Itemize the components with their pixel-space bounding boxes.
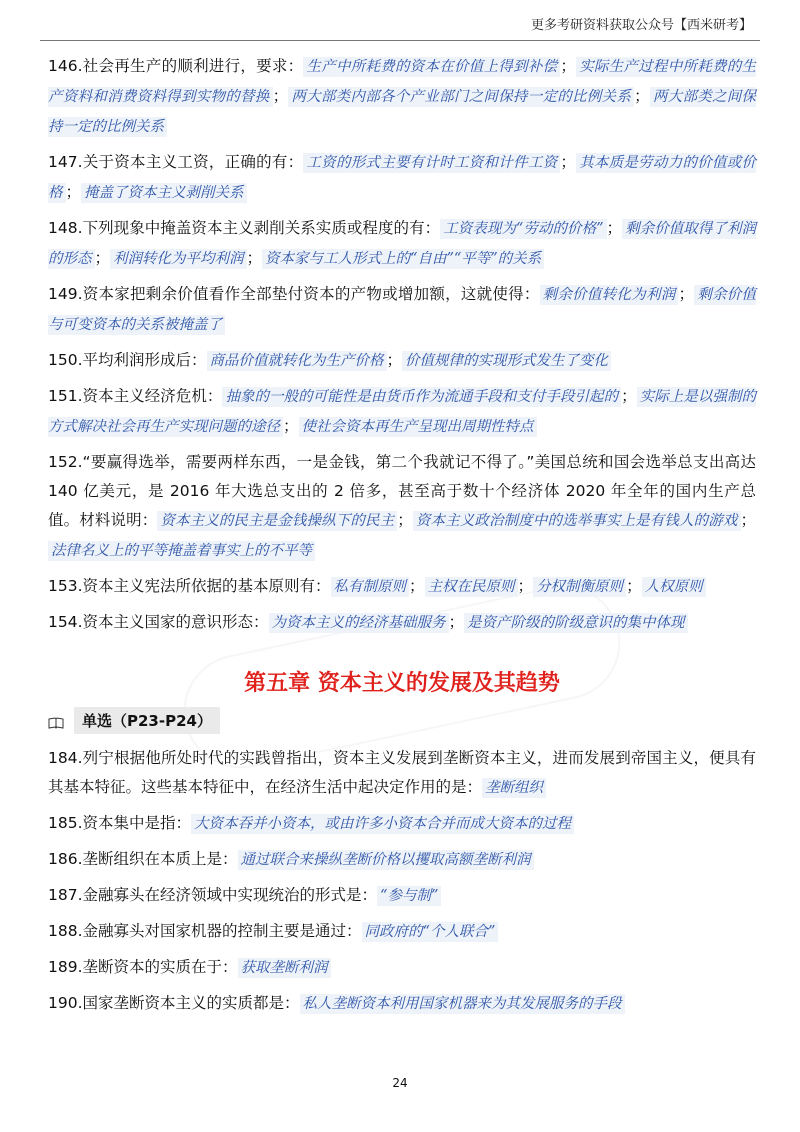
section-heading: [48, 707, 756, 734]
page-number: 24: [392, 1076, 408, 1090]
answer-text: 剩余价值与可变资本的关系被掩盖了: [48, 287, 757, 333]
answer-separator: ；: [740, 511, 757, 529]
question-item: [48, 953, 756, 983]
question-number: 188.: [48, 922, 83, 940]
header-text: 更多考研资料获取公众号【西米研考】: [530, 18, 752, 33]
question-item: [48, 917, 756, 947]
answer-separator: ；: [606, 219, 623, 237]
question-number: 147.: [48, 153, 83, 171]
answer-text: 两大部类内部各个产业部门之间保持一定的比例关系: [288, 87, 634, 107]
answer-text: 其本质是劳动力的价值或价格: [48, 155, 756, 201]
question-number: 184.: [48, 749, 83, 767]
answer-text: 人权原则: [642, 577, 706, 597]
question-stem: 下列现象中掩盖资本主义剥削关系实质或程度的有：: [82, 219, 441, 237]
answer-text: 抽象的一般的可能性是由货币作为流通手段和支付手段引起的: [222, 387, 621, 407]
answer-text: 资本家与工人形式上的“自由”“平等”的关系: [262, 249, 544, 269]
question-item: [48, 214, 756, 274]
answer-text: 私有制原则: [331, 577, 410, 597]
answer-text: 同政府的“个人联合”: [362, 922, 499, 942]
page-content: [48, 52, 756, 1025]
answer-text: 掩盖了资本主义剥削关系: [81, 183, 247, 203]
book-icon: [48, 715, 64, 727]
question-stem: 金融寡头在经济领域中实现统治的形式是：: [82, 886, 378, 904]
answer-text: 剩余价值取得了利润的形态: [48, 221, 756, 267]
question-item: [48, 382, 756, 442]
question-stem: 资本家把剩余价值看作全部垫付资本的产物或增加额，这就使得：: [82, 285, 540, 303]
answer-separator: ；: [634, 87, 650, 105]
question-stem: 金融寡头对国家机器的控制主要是通过：: [82, 922, 362, 940]
answer-text: 主权在民原则: [425, 577, 518, 597]
question-number: 190.: [48, 994, 83, 1012]
answer-text: “参与制”: [377, 886, 441, 906]
question-stem: 关于资本主义工资，正确的有：: [82, 153, 304, 171]
answer-text: 工资的形式主要有计时工资和计件工资: [303, 153, 560, 173]
answer-separator: ；: [283, 417, 299, 435]
answer-text: 获取垄断利润: [238, 958, 331, 978]
answer-separator: ；: [272, 87, 289, 105]
question-item: [48, 809, 756, 839]
answer-separator: ；: [409, 577, 425, 595]
question-item: [48, 346, 756, 376]
answer-separator: ；: [65, 183, 82, 201]
answer-text: 使社会资本再生产呈现出周期性特点: [299, 417, 537, 437]
answer-text: 法律名义上的平等掩盖着事实上的不平等: [48, 541, 315, 561]
answer-text: 工资表现为“劳动的价格”: [440, 219, 606, 239]
question-stem: 资本主义宪法所依据的基本原则有：: [82, 577, 331, 595]
question-number: 151.: [48, 387, 83, 405]
question-number: 185.: [48, 814, 83, 832]
answer-text: 实际生产过程中所耗费的生产资料和消费资料得到实物的替换: [48, 59, 756, 105]
question-stem: 列宁根据他所处时代的实践曾指出，资本主义发展到垄断资本主义，进而发展到帝国主义，便具有其基本特征。这些基本特征中，在经济生活中起决定作用的是：: [48, 749, 756, 796]
question-stem: 资本集中是指：: [82, 814, 192, 832]
answer-text: 生产中所耗费的资本在价值上得到补偿: [303, 57, 560, 77]
question-item: [48, 280, 756, 340]
question-stem: 垄断组织在本质上是：: [82, 850, 238, 868]
question-number: 149.: [48, 285, 83, 303]
question-item: [48, 881, 756, 911]
answer-separator: ；: [517, 577, 534, 595]
question-list-b: [48, 744, 756, 1019]
answer-separator: ；: [94, 249, 111, 267]
question-stem: 资本主义国家的意识形态：: [82, 613, 269, 631]
answer-text: 分权制衡原则: [533, 577, 626, 597]
answer-separator: ；: [386, 351, 403, 369]
answer-text: 实际上是以强制的方式解决社会再生产实现问题的途径: [48, 389, 756, 435]
question-number: 154.: [48, 613, 83, 631]
answer-text: 是资产阶级的阶级意识的集中体现: [464, 613, 688, 633]
answer-text: 利润转化为平均利润: [110, 249, 247, 269]
section-label: 单选（P23-P24）: [74, 707, 220, 734]
answer-separator: ；: [397, 511, 413, 529]
answer-text: 资本主义政治制度中的选举事实上是有钱人的游戏: [413, 511, 741, 531]
answer-separator: ；: [560, 153, 576, 171]
answer-text: 剩余价值转化为利润: [540, 285, 679, 305]
question-item: [48, 572, 756, 602]
chapter-title: 第五章 资本主义的发展及其趋势: [244, 671, 560, 696]
answer-text: 垄断组织: [482, 778, 546, 798]
question-stem: 平均利润形成后：: [82, 351, 207, 369]
answer-text: 通过联合来操纵垄断价格以攫取高额垄断利润: [238, 850, 534, 870]
answer-separator: ；: [246, 249, 263, 267]
question-item: [48, 608, 756, 638]
question-list-a: [48, 52, 756, 638]
question-stem: 资本主义经济危机：: [82, 387, 223, 405]
answer-separator: ；: [448, 613, 465, 631]
question-item: [48, 148, 756, 208]
answer-separator: ；: [678, 285, 694, 303]
answer-text: 资本主义的民主是金钱操纵下的民主: [157, 511, 397, 531]
question-stem: 垄断资本的实质在于：: [82, 958, 238, 976]
answer-text: 价值规律的实现形式发生了变化: [402, 351, 611, 371]
answer-text: 商品价值就转化为生产价格: [207, 351, 387, 371]
question-item: [48, 52, 756, 142]
question-number: 189.: [48, 958, 83, 976]
answer-separator: ；: [626, 577, 642, 595]
question-item: [48, 845, 756, 875]
question-stem: “要赢得选举，需要两样东西，一是金钱，第二个我就记不得了。”美国总统和国会选举总支出高达 140 亿美元，是 2016 年大选总支出的 2 倍多，甚至高于数十个经济体 2020 年全年的国内生产总值。材料说明：: [48, 453, 756, 529]
question-number: 153.: [48, 577, 83, 595]
question-number: 146.: [48, 57, 83, 75]
question-stem: 社会再生产的顺利进行，要求：: [82, 57, 304, 75]
question-number: 152.: [48, 453, 83, 471]
question-number: 187.: [48, 886, 83, 904]
question-item: [48, 989, 756, 1019]
answer-text: 大资本吞并小资本，或由许多小资本合并而成大资本的过程: [191, 814, 574, 834]
question-number: 150.: [48, 351, 83, 369]
question-item: [48, 744, 756, 803]
answer-separator: ；: [560, 57, 576, 75]
question-item: [48, 448, 756, 566]
question-stem: 国家垄断资本主义的实质都是：: [82, 994, 300, 1012]
answer-text: 为资本主义的经济基础服务: [269, 613, 449, 633]
answer-text: 两大部类之间保持一定的比例关系: [48, 89, 757, 135]
answer-separator: ；: [621, 387, 637, 405]
question-number: 148.: [48, 219, 83, 237]
answer-text: 私人垄断资本利用国家机器来为其发展服务的手段: [300, 994, 625, 1014]
page-header: [40, 0, 760, 41]
question-number: 186.: [48, 850, 83, 868]
